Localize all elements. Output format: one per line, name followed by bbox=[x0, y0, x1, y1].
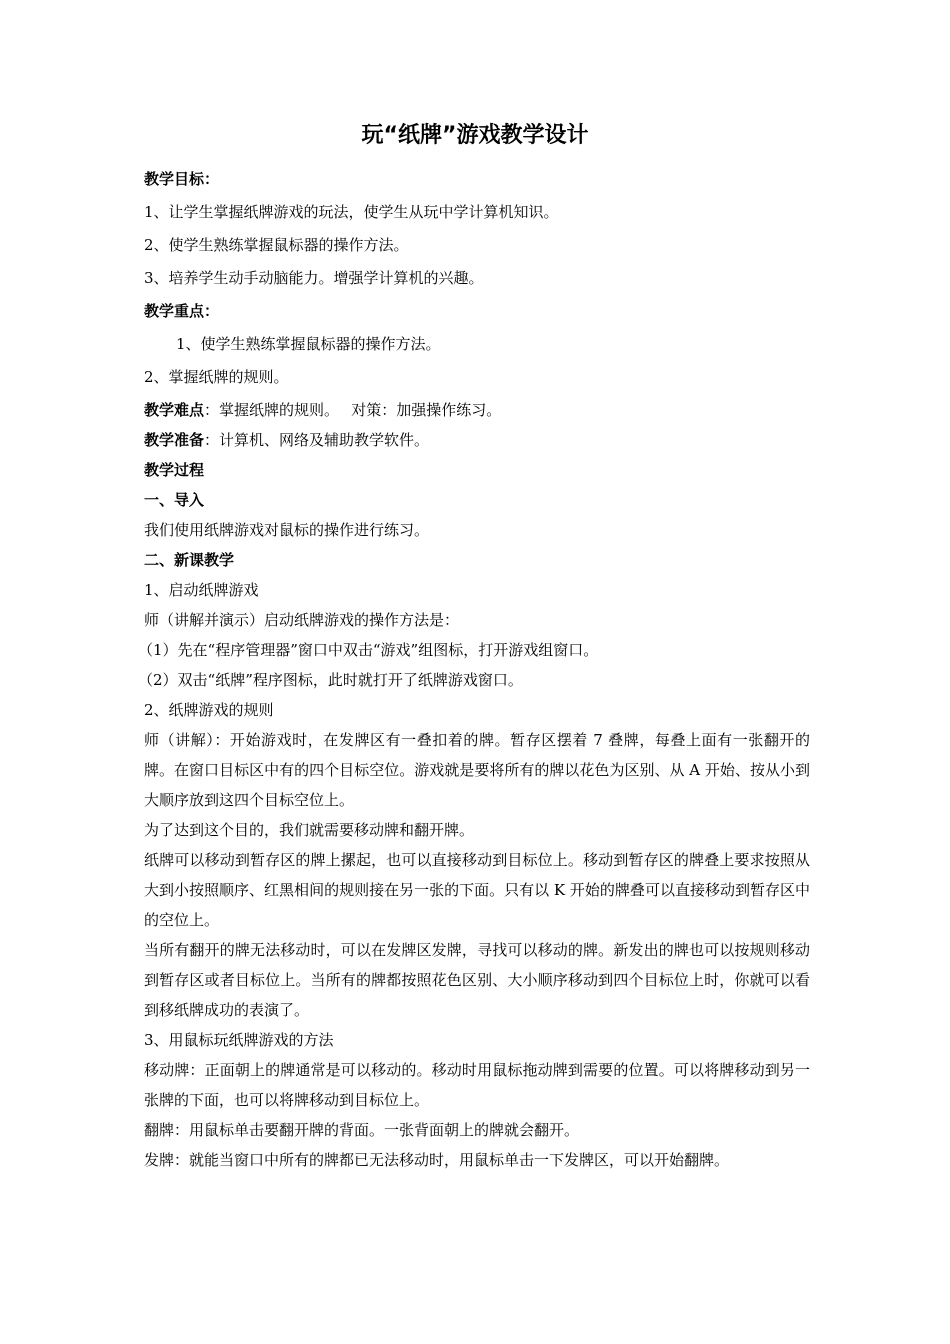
section-3-paragraph: 翻牌：用鼠标单击要翻开牌的背面。一张背面朝上的牌就会翻开。 bbox=[144, 1121, 580, 1139]
section-3-paragraph: 发牌：就能当窗口中所有的牌都已无法移动时，用鼠标单击一下发牌区，可以开始翻牌。 bbox=[144, 1151, 730, 1169]
document-body bbox=[138, 164, 810, 1175]
new-lesson-heading: 二、新课教学 bbox=[144, 551, 235, 569]
key-points-heading: 教学重点： bbox=[144, 302, 220, 320]
section-1-line: 师（讲解并演示）启动纸牌游戏的操作方法是： bbox=[144, 611, 460, 629]
intro-text: 我们使用纸牌游戏对鼠标的操作进行练习。 bbox=[144, 521, 430, 539]
difficulty-text: ：掌握纸牌的规则。 对策：加强操作练习。 bbox=[204, 401, 502, 419]
key-point-item: 2、掌握纸牌的规则。 bbox=[144, 368, 289, 386]
section-1-heading: 1、启动纸牌游戏 bbox=[144, 581, 259, 599]
objective-item: 3、培养学生动手动脑能力。增强学计算机的兴趣。 bbox=[144, 269, 484, 287]
objective-item: 2、使学生熟练掌握鼠标器的操作方法。 bbox=[144, 236, 409, 254]
section-2-paragraph: 师（讲解）：开始游戏时，在发牌区有一叠扣着的牌。暂存区摆着 7 叠牌，每叠上面有一张翻开的牌。在窗口目标区中有的四个目标空位。游戏就是要将所有的牌以花色为区别、从 A 开始、按从小到大顺序放到这四个目标空位上。 bbox=[144, 731, 810, 809]
preparation-text: ：计算机、网络及辅助教学软件。 bbox=[204, 431, 430, 449]
section-1-line: （2）双击“纸牌”程序图标，此时就打开了纸牌游戏窗口。 bbox=[138, 671, 523, 689]
preparation-label: 教学准备 bbox=[144, 431, 205, 449]
key-point-item: 1、使学生熟练掌握鼠标器的操作方法。 bbox=[176, 335, 441, 353]
section-2-paragraph: 为了达到这个目的，我们就需要移动牌和翻开牌。 bbox=[144, 821, 475, 839]
intro-heading: 一、导入 bbox=[144, 491, 205, 509]
section-1-line: （1）先在“程序管理器”窗口中双击“游戏”组图标，打开游戏组窗口。 bbox=[138, 641, 599, 659]
objective-item: 1、让学生掌握纸牌游戏的玩法，使学生从玩中学计算机知识。 bbox=[144, 203, 559, 221]
section-2-paragraph: 纸牌可以移动到暂存区的牌上摞起，也可以直接移动到目标位上。移动到暂存区的牌叠上要求按照从大到小按照顺序、红黑相间的规则接在另一张的下面。只有以 K 开始的牌叠可以直接移动到暂存区中的空位上。 bbox=[144, 851, 810, 929]
preparation-line bbox=[144, 425, 810, 455]
difficulty-line bbox=[144, 395, 810, 425]
document-title: 玩“纸牌”游戏教学设计 bbox=[361, 123, 589, 148]
objectives-heading: 教学目标： bbox=[144, 170, 220, 188]
section-2-paragraph: 当所有翻开的牌无法移动时，可以在发牌区发牌，寻找可以移动的牌。新发出的牌也可以按规则移动到暂存区或者目标位上。当所有的牌都按照花色区别、大小顺序移动到四个目标位上时，你就可以看到移纸牌成功的表演了。 bbox=[144, 941, 810, 1019]
section-2-heading: 2、纸牌游戏的规则 bbox=[144, 701, 274, 719]
difficulty-label: 教学难点 bbox=[144, 401, 205, 419]
section-3-heading: 3、用鼠标玩纸牌游戏的方法 bbox=[144, 1031, 334, 1049]
process-heading: 教学过程 bbox=[144, 461, 205, 479]
section-3-paragraph: 移动牌：正面朝上的牌通常是可以移动的。移动时用鼠标拖动牌到需要的位置。可以将牌移动到另一张牌的下面，也可以将牌移动到目标位上。 bbox=[144, 1061, 810, 1109]
